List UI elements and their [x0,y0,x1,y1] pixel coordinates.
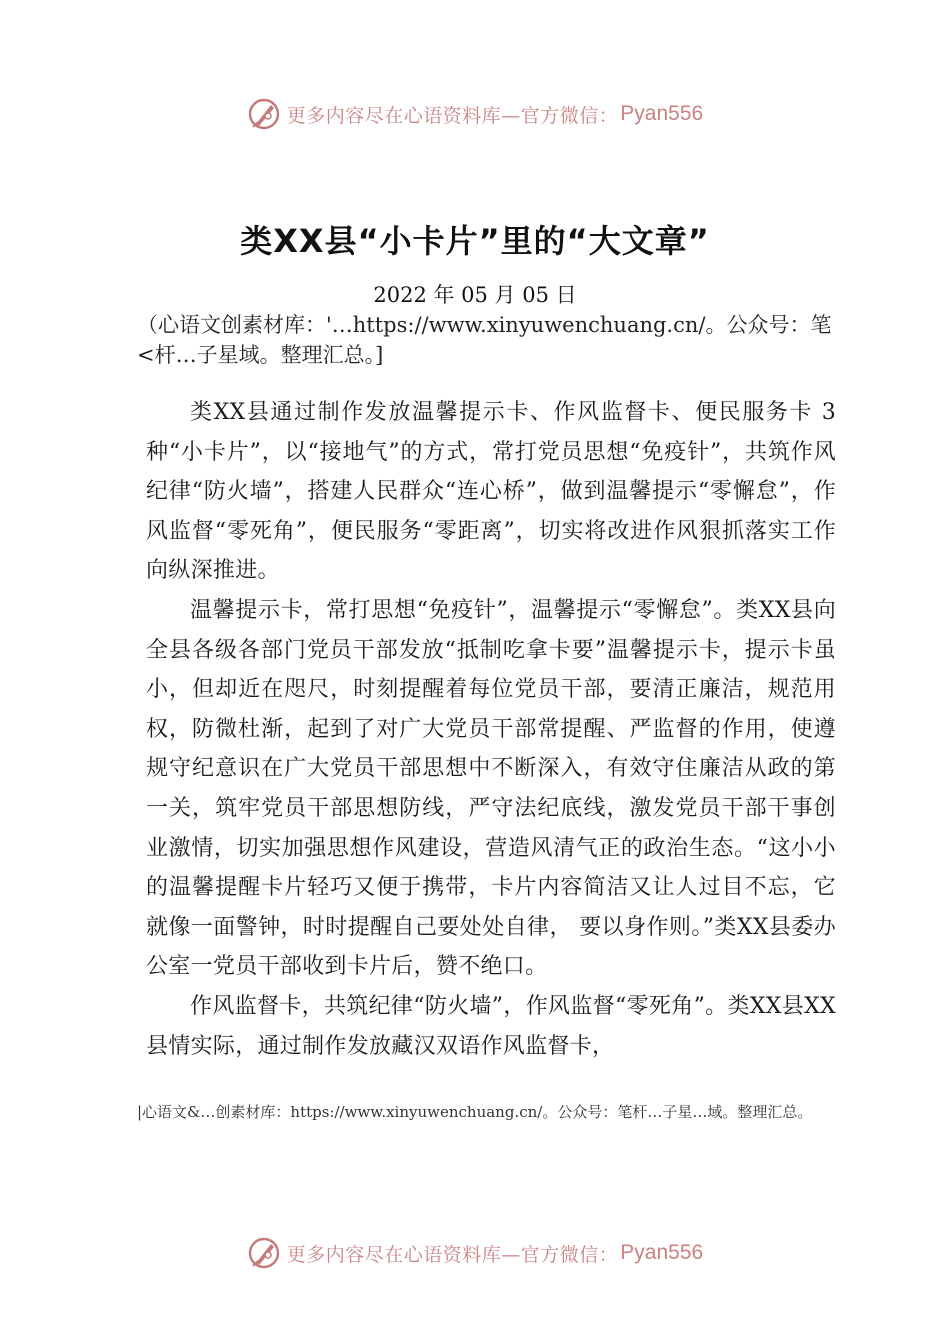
source-note: （心语文创素材库：'…https://www.xinyuwenchuang.cn/。公众号：笔<杆…子星域。整理汇总。] [137,313,832,367]
footer-banner [0,1233,950,1273]
document-date: 2022 年 05 月 05 日 [373,283,577,307]
paragraph-reminder-card: 温馨提示卡，常打思想“免疫针”，温馨提示“零懈怠”。类XX县向全县各级各部门党员干部发放“抵制吃拿卡要”温馨提示卡，提示卡虽小，但却近在咫尺，时刻提醒着每位党员干部，要清正廉洁，规范用权，防微杜渐，起到了对广大党员干部常提醒、严监督的作用，使遵规守纪意识在广大党员干部思想中不断深入，有效守住廉洁从政的第一关，筑牢党员干部思想防线，严守法纪底线，激发党员干部干事创业激情，切实加强思想作风建设，营造风清气正的政治生态。“这小小的温馨提醒卡片轻巧又便于携带，卡片内容简洁又让人过目不忘，它就像一面警钟，时时提醒自己要处处自律， 要以身作则。”类XX县委办公室一党员干部收到卡片后，赞不绝口。 [146,597,836,980]
page-footnote: |心语文&…创素材库：https://www.xinyuwenchuang.cn/。公众号：笔杆…子星…域。整理汇总。 [137,1103,813,1121]
header-banner [0,94,950,134]
pen-logo-icon [247,97,281,131]
banner-wechat-id: Pyan556 [620,102,704,125]
banner-text: 更多内容尽在心语资料库—官方微信： [286,1243,619,1266]
pen-logo-icon [247,1236,281,1270]
document-title: 类XX县“小卡片”里的“大文章” [240,222,710,260]
paragraph-supervision-card: 作风监督卡，共筑纪律“防火墙”，作风监督“零死角”。类XX县XX县情实际，通过制作发放藏汉双语作风监督卡， [146,993,836,1059]
document-body [146,393,836,1066]
banner-wechat-id: Pyan556 [620,1241,704,1264]
banner-text: 更多内容尽在心语资料库—官方微信： [286,104,619,127]
paragraph-intro: 类XX县通过制作发放温馨提示卡、作风监督卡、便民服务卡 3 种“小卡片”，以“接地气”的方式，常打党员思想“免疫针”，共筑作风纪律“防火墙”，搭建人民群众“连心桥”，做到温馨提示“零懈怠”，作风监督“零死角”，便民服务“零距离”，切实将改进作风狠抓落实工作向纵深推进。 [146,400,836,584]
